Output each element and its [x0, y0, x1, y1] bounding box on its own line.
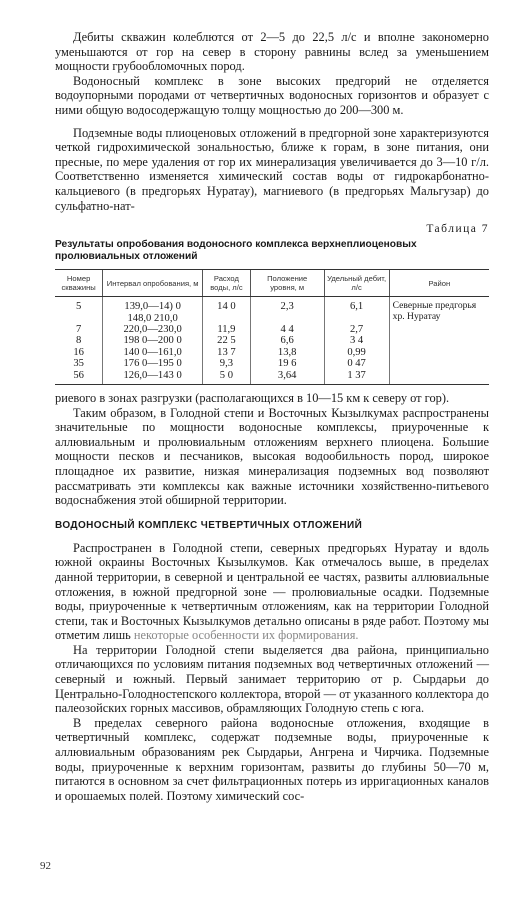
table-row	[55, 347, 489, 358]
table-row	[55, 358, 489, 369]
cell-specific: 1 37	[324, 370, 389, 385]
header-well: Номер скважины	[55, 270, 103, 297]
paragraph-summary: Таким образом, в Голодной степи и Восточных Кызылкумах распространены значительные по мощности водоносные комплексы, приуроченные к аллювиальным и пролювиальным отложениям верхнего плиоцена. Большие мощности песков и песчаников, высокая водообильность пород, широкое площадное их развитие, низкая минерализация подземных вод позволяют рассматривать эти комплексы как важные источники хозяйственно-питьевого водоснабжения этой обширной территории.	[55, 405, 489, 508]
paragraph-3: Подземные воды плиоценовых отложений в предгорной зоне характеризуются четкой гидрохимической зональностью, ближе к горам, в зоне питания, они пресные, по мере удаления от гор их минерализация увеличивается до 3—10 г/л. Соответственно изменяется химический состав воды от гидрокарбонатно-кальциевого (в предгорьях Нуратау), магниевого (в предгорьях Мальгузар) до сульфатно-нат-	[55, 125, 489, 213]
cell-discharge: 14 0	[203, 297, 251, 324]
cell-specific: 6,1	[324, 297, 389, 324]
cell-interval: 198 0—200 0	[103, 335, 203, 346]
cell-interval: 140 0—161,0	[103, 347, 203, 358]
cell-well: 7	[75, 323, 82, 335]
cell-well: 35	[73, 358, 84, 370]
table-number: Таблица 7	[426, 223, 489, 236]
cell-well: 16	[73, 346, 84, 358]
paragraph-quaternary-1-main: Распространен в Голодной степи, северных предгорьях Нуратау и вдоль южной окраины Восточных Кызылкумов. Как отмечалось выше, в пределах данной территории, в северной и центральной ее частях, развиты аллювиальные отложения, в южной предгорной зоне — пролювиальные осадки. Подземные воды, приуроченные к четвертичным отложениям, как на территории Голодной степи, так и Восточных Кызылкумов детально описаны в ряде работ. Поэтому мы отметим лишь	[55, 540, 489, 643]
cell-region	[389, 324, 489, 335]
cell-level: 6,6	[250, 335, 324, 346]
results-table	[55, 269, 489, 385]
cell-region	[389, 347, 489, 358]
cell-discharge: 22 5	[203, 335, 251, 346]
cell-discharge: 5 0	[203, 370, 251, 385]
table-row	[55, 370, 489, 385]
text-block-top	[55, 30, 489, 803]
cell-region: Северные предгорья хр. Нуратау	[389, 297, 489, 324]
cell-discharge: 11,9	[203, 324, 251, 335]
paragraph-quaternary-3: В пределах северного района водоносные отложения, входящие в четвертичный комплекс, содержат подземные воды, приуроченные к аллювиальным образованиям рек Сырдарьи, Ангрена и Чирчика. Подземные воды, приуроченные к верхним горизонтам, развиты до глубины 50—70 м, питаются в основном за счет фильтрационных потерь из ирригационных каналов и орошаемых полей. Поэтому химический сос-	[55, 715, 489, 803]
cell-level: 19 6	[250, 358, 324, 369]
cell-specific: 3 4	[324, 335, 389, 346]
table-caption: Результаты опробования водоносного комплекса верхнеплиоценовых пролювиальных отложений	[55, 239, 417, 263]
cell-region	[389, 370, 489, 385]
cell-interval: 176 0—195 0	[103, 358, 203, 369]
cell-level: 3,64	[250, 370, 324, 385]
header-level: Положение уровня, м	[250, 270, 324, 297]
cell-region	[389, 358, 489, 369]
cell-region	[389, 335, 489, 346]
cell-well: 56	[55, 370, 103, 385]
cell-well: 5	[75, 301, 82, 313]
cell-discharge: 9,3	[203, 358, 251, 369]
cell-level: 2,3	[250, 297, 324, 324]
paragraph-quaternary-2: На территории Голодной степи выделяется два района, принципиально отличающихся по условиям питания подземных вод четвертичных отложений — северный и южный. Первый занимает территорию от р. Сырдарьи до Центрально-Голодностепского коллектора, второй — от указанного коллектора до палеозойских горных массивов, обрамляющих Голодную степь с юга.	[55, 642, 489, 716]
cell-level: 13,8	[250, 347, 324, 358]
header-specific-yield: Удельный дебит, л/с	[324, 270, 389, 297]
header-region: Район	[389, 270, 489, 297]
paragraph-2: Водоносный комплекс в зоне высоких предгорий не отделяется водоупорными породами от четвертичных водоносных горизонтов и образует с ними общую водосодержащую толщу мощностью до 200—300 м.	[55, 73, 489, 117]
cell-discharge: 13 7	[203, 347, 251, 358]
cell-interval: 220,0—230,0	[103, 324, 203, 335]
paragraph-continuation: риевого в зонах разгрузки (располагающихся в 10—15 км к северу от гор).	[55, 390, 450, 405]
paragraph-quaternary-1	[55, 541, 489, 643]
cell-level: 4 4	[250, 324, 324, 335]
paragraph-quaternary-1-faded: некоторые особенности их формирования.	[133, 628, 359, 643]
table-header-row	[55, 270, 489, 297]
cell-interval: 139,0—14) 0 148,0 210,0	[103, 297, 203, 324]
page-number: 92	[40, 860, 51, 872]
header-discharge: Расход воды, л/с	[203, 270, 251, 297]
header-interval: Интервал опробования, м	[103, 270, 203, 297]
section-heading: ВОДОНОСНЫЙ КОМПЛЕКС ЧЕТВЕРТИЧНЫХ ОТЛОЖЕНИЙ	[55, 519, 363, 531]
cell-well: 8	[75, 335, 82, 347]
cell-specific: 0,99	[324, 347, 389, 358]
cell-specific: 0 47	[324, 358, 389, 369]
paragraph-1: Дебиты скважин колеблются от 2—5 до 22,5 л/с и вполне закономерно уменьшаются от гор на север в сторону равнины вслед за уменьшением мощности грубообломочных пород.	[55, 30, 489, 74]
cell-specific: 2,7	[324, 324, 389, 335]
table-row	[55, 297, 489, 324]
table-row	[55, 324, 489, 335]
table-row	[55, 335, 489, 346]
cell-interval: 126,0—143 0	[103, 370, 203, 385]
